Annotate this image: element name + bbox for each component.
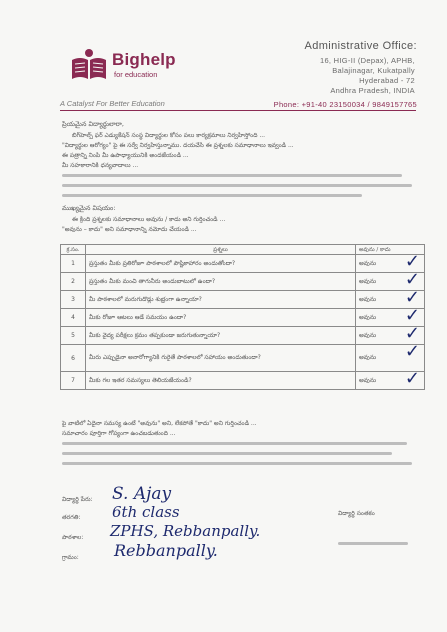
class-label: తరగతి: — [62, 514, 81, 521]
row-question: మీకు గల ఇతర సమస్యలు తెలియజేయండి? — [86, 372, 356, 390]
row-question: ప్రస్తుతం మీకు మంచి తాగునీరు అందుబాటులో ఉందా? — [86, 273, 356, 291]
brand-subtitle: for education — [114, 70, 158, 79]
instruction-line: "అవును – కాదు" అని సమాధానాన్ని నమోదు చేయండి ... — [62, 226, 197, 233]
header-answer: అవును / కాదు — [356, 245, 425, 255]
row-number: 4 — [61, 309, 86, 327]
address-line: 16, HIG-II (Depax), APHB, — [319, 56, 415, 65]
row-answer: అవును — [359, 259, 377, 267]
faded-text-line — [62, 462, 412, 465]
checkmark-icon: ✓ — [404, 251, 420, 272]
row-answer: అవును — [359, 354, 377, 361]
address-line: Balajinagar, Kukatpally — [332, 66, 415, 75]
checkmark-icon: ✓ — [404, 368, 420, 389]
row-number: 3 — [61, 291, 86, 309]
table-header-row — [61, 245, 425, 255]
row-answer: అవును — [359, 313, 377, 321]
header-divider — [60, 110, 416, 111]
row-answer: అవును — [359, 331, 377, 339]
table-row — [61, 309, 425, 327]
body-line: ఈ పత్రాన్ని నింపి మీ ఉపాధ్యాయునికి అందజేయండి ... — [62, 152, 189, 159]
body-line: బిగ్‌హెల్ప్ ఫర్ ఎడ్యుకేషన్ సంస్థ విద్యార్థుల కోసం పలు కార్యక్రమాలు నిర్వహిస్తోంది ... — [72, 132, 266, 139]
brand-name: Bighelp — [112, 50, 176, 69]
checkmark-icon: ✓ — [404, 305, 420, 326]
row-number: 6 — [61, 345, 86, 372]
student-name-label: విద్యార్థి పేరు: — [62, 496, 93, 503]
faded-text-line — [62, 174, 402, 177]
student-name-value: S. Ajay — [112, 484, 172, 504]
row-question: మీ పాఠశాలలో మరుగుదొడ్లు శుభ్రంగా ఉన్నాయా? — [86, 291, 356, 309]
book-logo-icon — [70, 48, 108, 82]
row-number: 1 — [61, 255, 86, 273]
row-question: మీరు ఎప్పుడైనా అనారోగ్యానికి గురైతే పాఠశాలలో సహాయం అందుతుందా? — [86, 345, 356, 372]
faded-text-line — [338, 542, 408, 545]
table-row — [61, 273, 425, 291]
table-row — [61, 345, 425, 372]
row-question: ప్రస్తుతం మీకు ప్రతిరోజూ పాఠశాలలో పౌష్టికాహారం అందుతోందా? — [86, 255, 356, 273]
faded-text-line — [62, 452, 392, 455]
salutation: ప్రియమైన విద్యార్థులారా, — [62, 120, 124, 128]
table-row — [61, 327, 425, 345]
row-answer: అవును — [359, 376, 377, 384]
row-answer: అవును — [359, 277, 377, 285]
row-number: 5 — [61, 327, 86, 345]
row-answer-cell — [356, 368, 425, 390]
checkmark-icon: ✓ — [404, 269, 420, 290]
row-question: మీకు రోజూ ఆటలు ఆడే సమయం ఉందా? — [86, 309, 356, 327]
checkmark-icon: ✓ — [404, 287, 420, 308]
class-value: 6th class — [112, 503, 180, 521]
row-number: 7 — [61, 372, 86, 390]
school-label: పాఠశాల: — [62, 534, 84, 541]
address-line: Hyderabad - 72 — [359, 76, 415, 85]
village-value: Rebbanpally. — [114, 541, 218, 560]
faded-text-line — [62, 442, 407, 445]
address-line: Andhra Pradesh, INDIA — [330, 86, 415, 95]
village-label: గ్రామం: — [62, 554, 79, 561]
survey-table — [60, 244, 425, 390]
tagline: A Catalyst For Better Education — [60, 99, 165, 108]
header-question: ప్రశ్నలు — [86, 245, 356, 255]
phone-number: Phone: +91-40 23150034 / 9849157765 — [273, 100, 417, 109]
signature-label: విద్యార్థి సంతకం — [338, 510, 375, 517]
table-row — [61, 255, 425, 273]
faded-text-line — [62, 194, 362, 197]
faded-text-line — [62, 184, 412, 187]
school-value: ZPHS, Rebbanpally. — [110, 522, 261, 540]
instruction-title: ముఖ్యమైన విషయం: — [62, 204, 116, 212]
office-title: Administrative Office: — [304, 40, 417, 52]
body-line: "విద్యార్థుల ఆరోగ్యం" పై ఈ సర్వే నిర్వహిస్తున్నాము. దయచేసి ఈ ప్రశ్నలకు సమాధానాలు ఇవ్వండి ... — [62, 142, 294, 149]
footer-note: సమాచారం పూర్తిగా గోప్యంగా ఉంచబడుతుంది ... — [62, 430, 176, 437]
row-answer: అవును — [359, 295, 377, 303]
row-question: మీకు వైద్య పరీక్షలు క్రమం తప్పకుండా జరుగుతున్నాయా? — [86, 327, 356, 345]
row-number: 2 — [61, 273, 86, 291]
checkmark-icon: ✓ — [404, 341, 420, 362]
body-line: మీ సహకారానికి ధన్యవాదాలు ... — [62, 162, 139, 169]
footer-note: పై వాటిలో ఏదైనా సమస్య ఉంటే "అవును" అని, లేకపోతే "కాదు" అని గుర్తించండి ... — [62, 420, 257, 427]
header-serial: క్ర.సం. — [61, 245, 86, 255]
instruction-line: ఈ క్రింది ప్రశ్నలకు సమాధానాలు అవును / కాదు అని గుర్తించండి ... — [72, 216, 226, 223]
table-row — [61, 291, 425, 309]
table-row — [61, 372, 425, 390]
checkmark-icon: ✓ — [404, 323, 420, 344]
